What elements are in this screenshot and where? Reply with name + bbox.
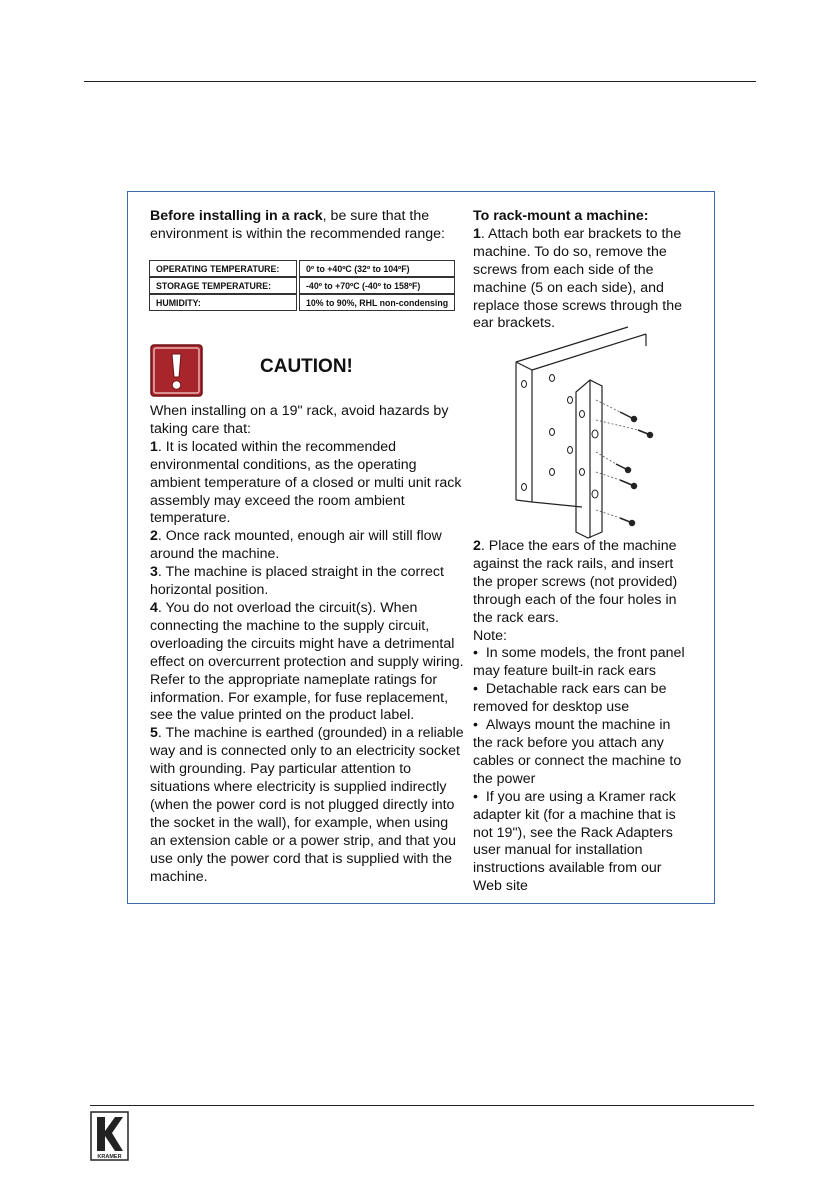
step2-text — [473, 538, 693, 896]
env-value: -40º to +70ºC (-40º to 158ºF) — [299, 277, 455, 294]
list-item: • In some models, the front panel may feature built-in rack ears — [473, 645, 685, 680]
environment-table — [149, 260, 455, 311]
header-rule — [84, 81, 756, 82]
env-label: STORAGE TEMPERATURE: — [149, 277, 297, 294]
caution-intro: When installing on a 19" rack, avoid hazards by taking care that: — [150, 403, 449, 437]
step1-text — [473, 208, 693, 333]
caution-icon — [150, 344, 203, 397]
list-item: • If you are using a Kramer rack adapter kit (for a machine that is not 19"), see the Rack Adapters user manual for installation instructions available from our Web site — [473, 788, 676, 895]
intro-text — [150, 208, 465, 244]
list-item: 4. You do not overload the circuit(s). When connecting the machine to the supply circuit, overloading the circuits might have a detrimental effect on overcurrent protection and supply wiring. Refer to the appropriate nameplate ratings for information. For example, for fuse replacement, see the value printed on the product label. — [150, 599, 464, 724]
note-label: Note: — [473, 627, 507, 644]
env-value: 10% to 90%, RHL non-condensing — [299, 294, 455, 311]
intro-rest: , be sure that the environment is within the recommended range: — [150, 208, 445, 242]
intro-bold: Before installing in a rack — [150, 208, 323, 224]
svg-text:KRAMER: KRAMER — [97, 1154, 122, 1160]
caution-text — [150, 403, 465, 886]
footer-rule — [90, 1105, 754, 1106]
step2: 2. Place the ears of the machine against the rack rails, and insert the proper screws (not provided) through each of the four holes in the rack ears. — [473, 538, 678, 626]
list-item: • Always mount the machine in the rack before you attach any cables or connect the machine to the power — [473, 717, 682, 787]
rack-mount-heading: To rack-mount a machine: — [473, 208, 649, 224]
list-item: 5. The machine is earthed (grounded) in a reliable way and is connected only to an electricity socket with grounding. Pay particular attention to situations where electricity is supplied indirectly (when the power cord is not plugged directly into the socket in the wall), for example, when using an extension cable or a power strip, and that you use only the power cord that is supplied with the machine. — [150, 725, 464, 885]
list-item: 2. Once rack mounted, enough air will still flow around the machine. — [150, 528, 442, 563]
list-item: • Detachable rack ears can be removed for desktop use — [473, 681, 667, 716]
caution-title: CAUTION! — [260, 356, 353, 377]
list-item: 1. It is located within the recommended environmental conditions, as the operating ambient temperature of a closed or multi unit rack assembly may exceed the room ambient temperature. — [150, 438, 462, 527]
table-row — [149, 294, 455, 311]
env-label: HUMIDITY: — [149, 294, 297, 311]
step1: 1. Attach both ear brackets to the machine. To do so, remove the screws from each side of the machine (5 on each side), and replace those screws through the ear brackets. — [473, 225, 682, 332]
env-label: OPERATING TEMPERATURE: — [149, 260, 297, 277]
table-row — [149, 277, 455, 294]
rack-ear-diagram-icon — [498, 322, 658, 540]
env-value: 0º to +40ºC (32º to 104ºF) — [299, 260, 455, 277]
list-item: 3. The machine is placed straight in the correct horizontal position. — [150, 564, 444, 599]
table-row — [149, 260, 455, 277]
kramer-logo-icon — [90, 1111, 129, 1161]
